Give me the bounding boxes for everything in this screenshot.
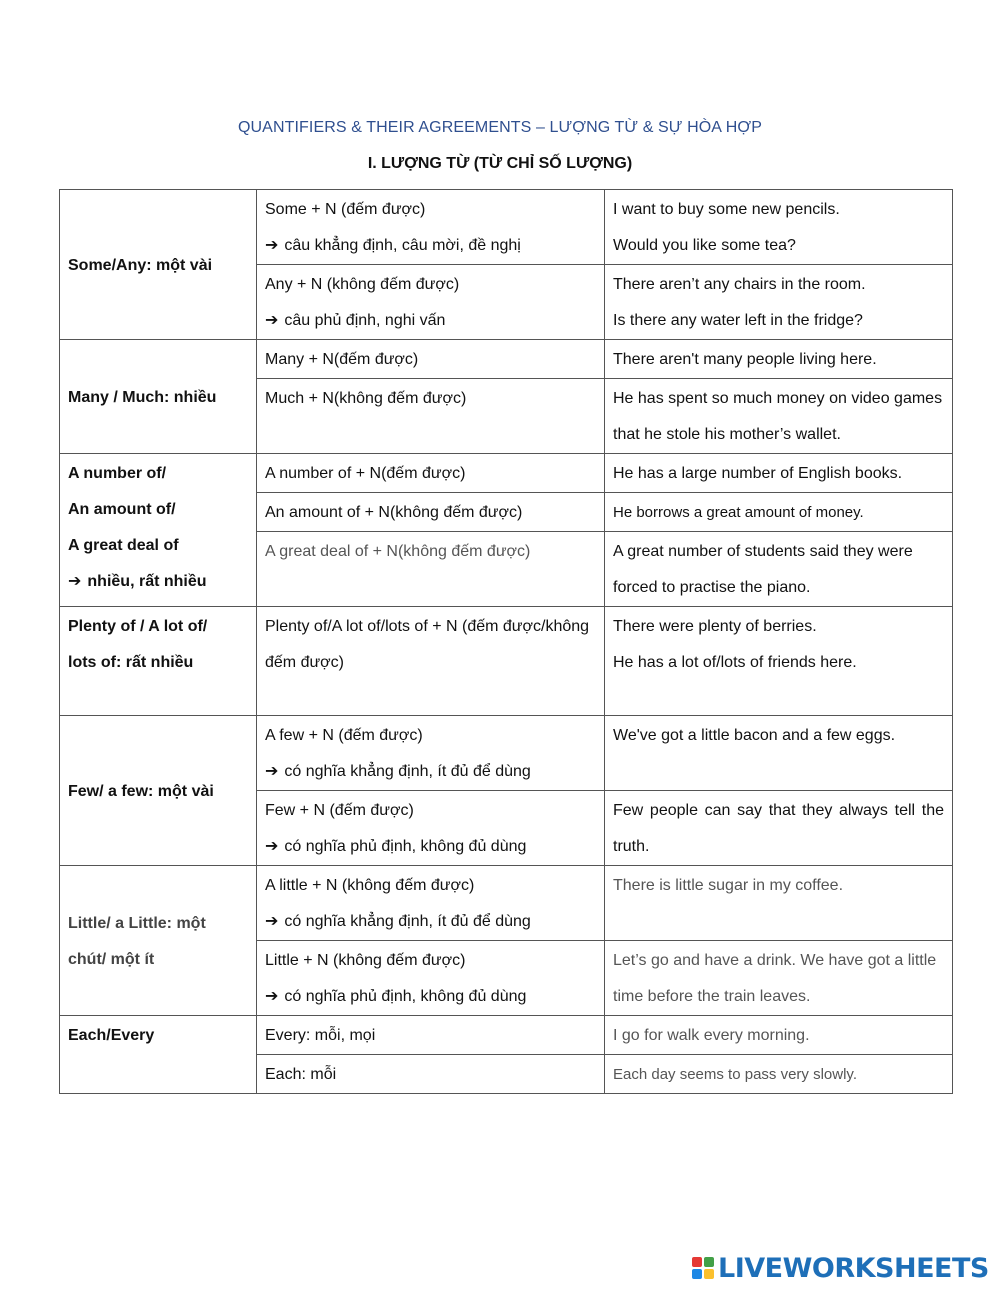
arrow-right-icon: ➔ bbox=[265, 838, 279, 855]
rule-text: Any + N (không đếm được) bbox=[265, 276, 460, 293]
category-label: lots of: rất nhiều bbox=[68, 654, 194, 671]
rule-note: câu phủ định, nghi vấn bbox=[284, 312, 446, 329]
example-text: He has a lot of/lots of friends here. bbox=[613, 654, 857, 671]
rule-text: A great deal of + N(không đếm được) bbox=[265, 543, 531, 560]
example-text: We've got a little bacon and a few eggs. bbox=[613, 727, 896, 744]
rule-text: Every: mỗi, mọi bbox=[265, 1027, 376, 1044]
rule-cell bbox=[257, 791, 605, 866]
example-cell bbox=[605, 941, 953, 1016]
example-cell bbox=[605, 340, 953, 379]
rule-note: có nghĩa phủ định, không đủ dùng bbox=[284, 838, 527, 855]
category-cell bbox=[60, 866, 257, 1016]
table-row bbox=[60, 454, 953, 493]
example-cell bbox=[605, 265, 953, 340]
category-label: nhiều, rất nhiều bbox=[87, 573, 207, 590]
example-text: I go for walk every morning. bbox=[613, 1027, 810, 1044]
category-label: An amount of/ bbox=[68, 501, 176, 518]
rule-text: Some + N (đếm được) bbox=[265, 201, 426, 218]
example-text: He has a large number of English books. bbox=[613, 465, 903, 482]
quantifiers-table bbox=[59, 189, 953, 1094]
table-row bbox=[60, 190, 953, 265]
example-cell bbox=[605, 493, 953, 532]
rule-text: Many + N(đếm được) bbox=[265, 351, 419, 368]
rule-note: có nghĩa khẳng định, ít đủ để dùng bbox=[284, 763, 531, 780]
category-label: Few/ a few: một vài bbox=[68, 782, 214, 800]
document-title: QUANTIFIERS & THEIR AGREEMENTS – LƯỢNG TỪ & SỰ HÒA HỢP bbox=[237, 119, 762, 136]
example-text: There were plenty of berries. bbox=[613, 618, 817, 635]
category-cell bbox=[60, 340, 257, 454]
category-label: chút/ một ít bbox=[68, 950, 155, 968]
example-cell bbox=[605, 379, 953, 454]
table-row bbox=[60, 866, 953, 941]
example-text: Few people can say that they always tell the truth. bbox=[613, 802, 944, 855]
rule-text: Much + N(không đếm được) bbox=[265, 390, 467, 407]
rule-note: có nghĩa phủ định, không đủ dùng bbox=[284, 988, 527, 1005]
example-text: I want to buy some new pencils. bbox=[613, 201, 840, 218]
rule-text: An amount of + N(không đếm được) bbox=[265, 504, 523, 521]
arrow-right-icon: ➔ bbox=[265, 312, 279, 329]
arrow-right-icon: ➔ bbox=[265, 913, 279, 930]
table-row bbox=[60, 716, 953, 791]
rule-cell bbox=[257, 340, 605, 379]
example-cell bbox=[605, 1055, 953, 1094]
rule-text: Each: mỗi bbox=[265, 1066, 337, 1083]
liveworksheets-logo[interactable] bbox=[692, 1250, 989, 1286]
example-text: A great number of students said they were forced to practise the piano. bbox=[613, 543, 913, 596]
category-cell bbox=[60, 716, 257, 866]
example-cell bbox=[605, 532, 953, 607]
arrow-right-icon: ➔ bbox=[68, 573, 82, 590]
category-cell bbox=[60, 1016, 257, 1094]
category-label: Little/ a Little: một bbox=[68, 914, 206, 932]
rule-cell bbox=[257, 454, 605, 493]
example-cell bbox=[605, 866, 953, 941]
category-label: Each/Every bbox=[68, 1027, 155, 1044]
example-text: There is little sugar in my coffee. bbox=[613, 877, 844, 894]
rule-text: Plenty of/A lot of/lots of + N (đếm được/không đếm được) bbox=[265, 618, 590, 671]
example-text: He has spent so much money on video games that he stole his mother’s wallet. bbox=[613, 390, 943, 443]
rule-cell bbox=[257, 607, 605, 716]
category-label: Many / Much: nhiều bbox=[68, 388, 217, 406]
example-cell bbox=[605, 1016, 953, 1055]
example-text: Each day seems to pass very slowly. bbox=[613, 1066, 857, 1083]
table-row bbox=[60, 340, 953, 379]
arrow-right-icon: ➔ bbox=[265, 988, 279, 1005]
rule-text: Little + N (không đếm được) bbox=[265, 952, 466, 969]
example-cell bbox=[605, 454, 953, 493]
category-label: A great deal of bbox=[68, 537, 179, 554]
rule-cell bbox=[257, 379, 605, 454]
arrow-right-icon: ➔ bbox=[265, 237, 279, 254]
rule-cell bbox=[257, 532, 605, 607]
rule-text: A little + N (không đếm được) bbox=[265, 877, 475, 894]
rule-cell bbox=[257, 1016, 605, 1055]
rule-cell bbox=[257, 866, 605, 941]
example-text: He borrows a great amount of money. bbox=[613, 504, 864, 521]
category-label: A number of/ bbox=[68, 465, 167, 482]
rule-note: câu khẳng định, câu mời, đề nghị bbox=[284, 237, 521, 254]
table-row bbox=[60, 1016, 953, 1055]
logo-square bbox=[692, 1257, 702, 1267]
category-label: Plenty of / A lot of/ bbox=[68, 618, 208, 635]
arrow-right-icon: ➔ bbox=[265, 763, 279, 780]
rule-text: A number of + N(đếm được) bbox=[265, 465, 466, 482]
rule-cell bbox=[257, 190, 605, 265]
rule-text: A few + N (đếm được) bbox=[265, 727, 423, 744]
rule-text: Few + N (đếm được) bbox=[265, 802, 414, 819]
rule-cell bbox=[257, 941, 605, 1016]
logo-square bbox=[692, 1269, 702, 1279]
example-cell bbox=[605, 716, 953, 791]
rule-cell bbox=[257, 265, 605, 340]
rule-cell bbox=[257, 493, 605, 532]
example-text: There aren’t any chairs in the room. bbox=[613, 276, 866, 293]
example-text: Is there any water left in the fridge? bbox=[613, 312, 863, 329]
rule-cell bbox=[257, 716, 605, 791]
example-text: Would you like some tea? bbox=[613, 237, 796, 254]
logo-text: LIVEWORKSHEETS bbox=[718, 1252, 989, 1284]
example-cell bbox=[605, 190, 953, 265]
logo-square bbox=[704, 1269, 714, 1279]
category-cell bbox=[60, 190, 257, 340]
example-text: There aren't many people living here. bbox=[613, 351, 877, 368]
logo-square bbox=[704, 1257, 714, 1267]
table-row bbox=[60, 607, 953, 716]
category-label: Some/Any: một vài bbox=[68, 256, 213, 274]
category-cell bbox=[60, 454, 257, 607]
rule-note: có nghĩa khẳng định, ít đủ để dùng bbox=[284, 913, 531, 930]
logo-mark-icon bbox=[692, 1257, 714, 1279]
rule-cell bbox=[257, 1055, 605, 1094]
example-text: Let’s go and have a drink. We have got a little time before the train leaves. bbox=[613, 952, 937, 1005]
section-heading: I. LƯỢNG TỪ (TỪ CHỈ SỐ LƯỢNG) bbox=[367, 155, 633, 172]
example-cell bbox=[605, 607, 953, 716]
example-cell bbox=[605, 791, 953, 866]
category-cell bbox=[60, 607, 257, 716]
